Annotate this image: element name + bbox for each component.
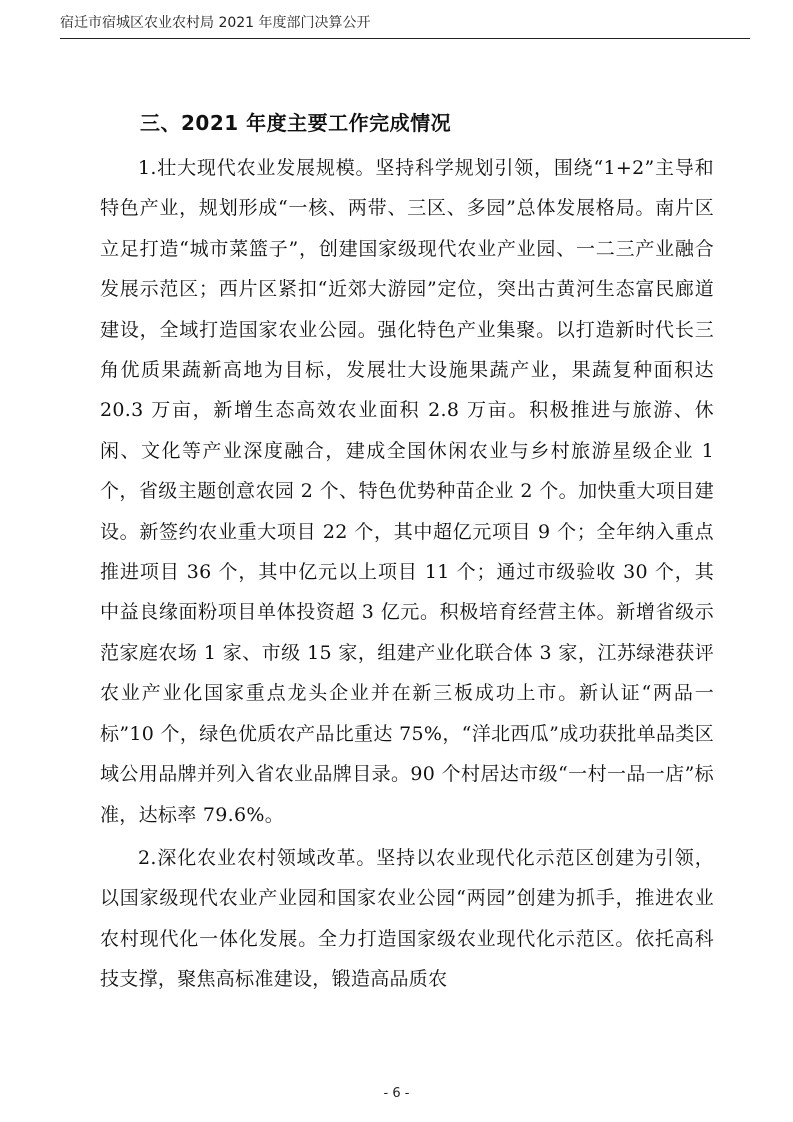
section-title: 三、2021 年度主要工作完成情况 <box>140 111 452 135</box>
header-title: 宿迁市宿城区农业农村局 2021 年度部门决算公开 <box>60 15 371 31</box>
document-body <box>100 104 714 1003</box>
paragraph-2: 2.深化农业农村领域改革。坚持以农业现代化示范区创建为引领，以国家级现代农业产业园和国家农业公园“两园”创建为抓手，推进农业农村现代化一体化发展。全力打造国家级农业现代化示范区。依托高科技支撑，聚焦高标准建设，锻造高品质农 <box>100 846 714 991</box>
page-number: - 6 - <box>383 1086 410 1101</box>
page-header <box>60 12 750 39</box>
paragraph-1: 1.壮大现代农业发展规模。坚持科学规划引领，围绕“1+2”主导和特色产业，规划形成“一核、两带、三区、多园”总体发展格局。南片区立足打造“城市菜篮子”，创建国家级现代农业产业园、一二三产业融合发展示范区；西片区紧扣“近郊大游园”定位，突出古黄河生态富民廊道建设，全域打造国家农业公园。强化特色产业集聚。以打造新时代长三角优质果蔬新高地为目标，发展壮大设施果蔬产业，果蔬复种面积达 20.3 万亩，新增生态高效农业面积 2.8 万亩。积极推进与旅游、休闲、文化等产业深度融合，建成全国休闲农业与乡村旅游星级企业 1 个，省级主题创意农园 2 个、特色优势种苗企业 2 个。加快重大项目建设。新签约农业重大项目 22 个，其中超亿元项目 9 个；全年纳入重点推进项目 36 个，其中亿元以上项目 11 个；通过市级验收 30 个，其中益良缘面粉项目单体投资超 3 亿元。积极培育经营主体。新增省级示范家庭农场 1 家、市级 15 家，组建产业化联合体 3 家，江苏绿港获评农业产业化国家重点龙头企业并在新三板成功上市。新认证“两品一标”10 个，绿色优质农产品比重达 75%，“洋北西瓜”成功获批单品类区域公用品牌并列入省农业品牌目录。90 个村居达市级“一村一品一店”标准，达标率 79.6%。 <box>100 157 714 826</box>
